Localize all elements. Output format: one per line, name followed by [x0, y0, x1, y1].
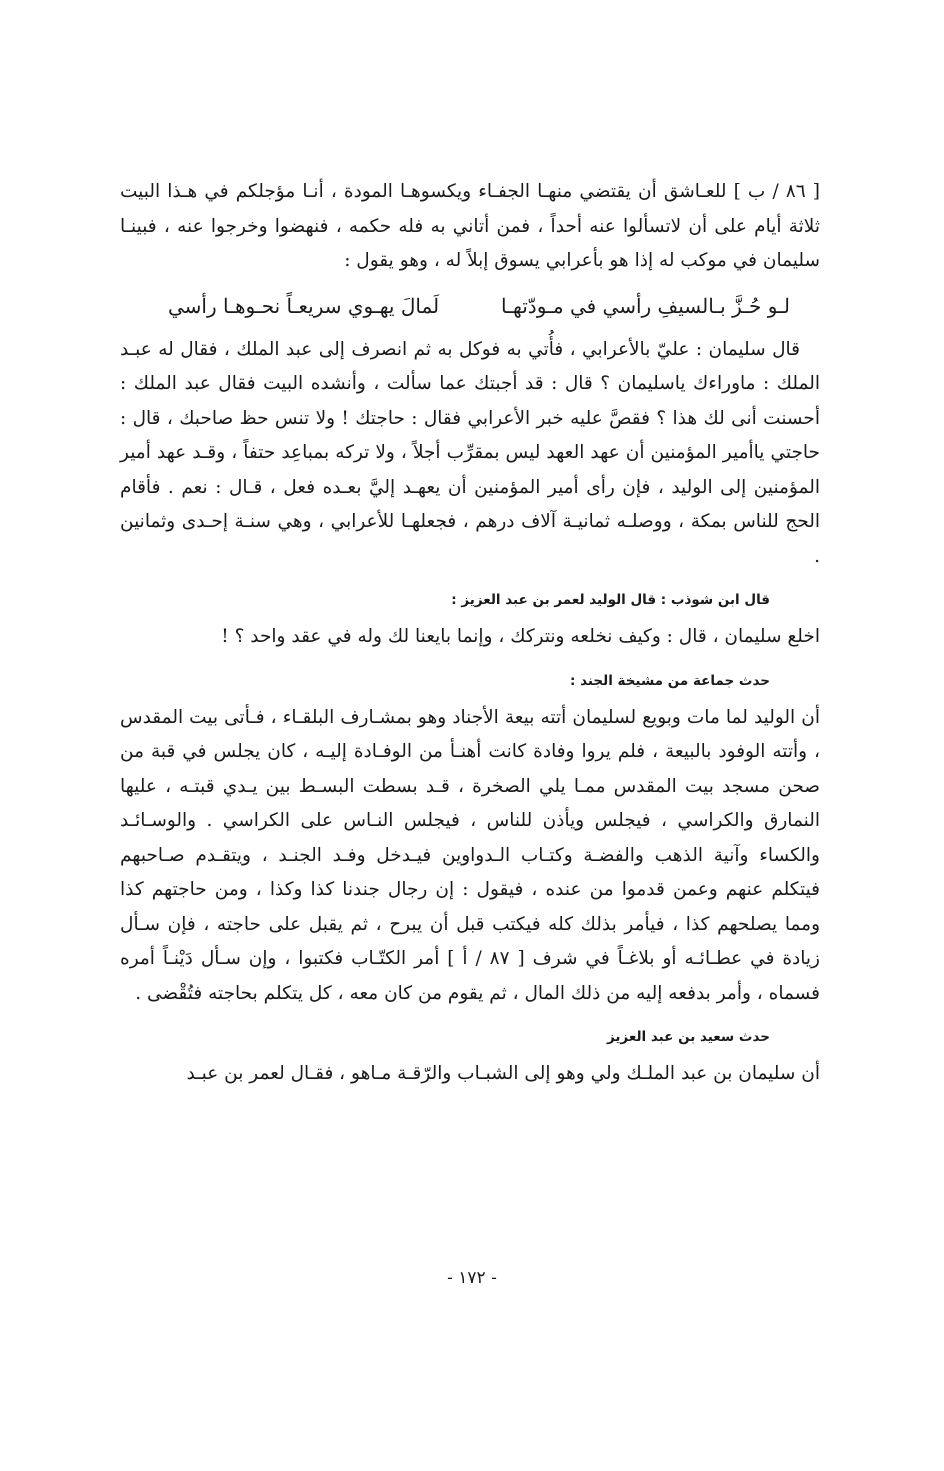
section-heading-3: حدث سعيد بن عبد العزيز — [606, 1029, 770, 1045]
paragraph-1: [ ٨٦ / ب ] للعـاشق أن يقتضي منهـا الجفـاء ويكسوهـا المودة ، أنـا مؤجلكم في هـذا البيت ثلاثة أيام على أن لاتسألوا عنه أحداً ، فمن أتاني به فله حكمه ، فنهضوا وخرجوا عنه ، فبينـا سليمان في موكب له إذا هو بأعرابي يسوق إبلاً له ، وهو يقول : — [120, 181, 820, 271]
section-heading-2: حدث جماعة من مشيخة الجند : — [569, 672, 770, 689]
poetry-verse — [168, 289, 790, 323]
page-number: - ١٧٢ - — [447, 1268, 497, 1288]
paragraph-4: أن الوليد لما مات وبويع لسليمان أتته بيعة الأجناد وهو بمشـارف البلقـاء ، فـأتى بيت المقدس ، وأتته الوفود بالبيعة ، فلم يروا وفادة كانت أهنـأ من الوفـادة إليـه ، كان يجلس في قبة من صحن مسجد بيت المقدس ممـا يلي الصخرة ، قـد بسطت البسـط بين يـدي قبتـه ، عليها النمارق والكراسي ، فيجلس ويأذن للناس ، فيجلس النـاس على الكراسي . والوسـائـد والكساء وآنية الذهب والفضـة وكتـاب الـدواوين فيـدخل وفـد الجنـد ، ويتقـدم صـاحبهم فيتكلم عنهم وعمن قدموا من عنده ، فيقول : إن رجال جندنا كذا وكذا ، ومن حاجتهم كذا ومما يصلحهم كذا ، فيأمر بذلك كله فيكتب قبل أن يبرح ، ثم يقبل على حاجته ، فإن سـأل زيادة في عطـائـه أو بلاغـاً في شرف [ ٨٧ / أ ] أمر الكتّـاب فكتبوا ، وإن سـأل دَيْنـاً أمره فسماه ، وأمر بدفعه إليه من ذلك المال ، ثم يقوم من كان معه ، كل يتكلم بحاجته فتُقْضى . — [120, 706, 820, 1004]
section-heading-1: قال ابن شوذب : قال الوليد لعمر بن عبد العزيز : — [451, 592, 770, 608]
paragraph-5: أن سليمان بن عبد الملـك ولي وهو إلى الشبـاب والرّقـة مـاهو ، فقـال لعمر بن عبـد — [186, 1063, 820, 1084]
page-body — [120, 175, 820, 1092]
verse-hemistich-first: لـو حُـزَّ بـالسيفِ رأسي في مـودّتهـا — [501, 293, 790, 318]
verse-hemistich-second: لَمالَ يهـوي سريعـاً نحـوهـا رأسي — [168, 293, 440, 318]
paragraph-2: قال سليمان : عليّ بالأعرابي ، فأُتي به فوكل به ثم انصرف إلى عبد الملك ، فقال له عبـد الملك : ماوراءك ياسليمان ؟ قال : قد أجبتك عما سألت ، وأنشده البيت فقال عبد الملك : أحسنت أنى لك هذا ؟ فقصَّ عليه خبر الأعرابي فقال : حاجتك ! ولا تنس حظ صاحبك ، قال : حاجتي ياأمير المؤمنين أن عهد العهد ليس بمقرِّب أجلاً ، ولا تركه بمباعِد حتفاً ، وقـد عهد أمير المؤمنين إلى الوليد ، فإن رأى أمير المؤمنين أن يعهـد إليَّ بعـده فعل ، قـال : نعم . فأقام الحج للناس بمكة ، ووصلـه ثمانيـة آلاف درهم ، فجعلهـا للأعرابي ، وهي سنـة إحـدى وثمانين . — [120, 338, 820, 567]
paragraph-3: اخلع سليمان ، قال : وكيف نخلعه ونتركك ، وإنما بايعنا لك وله في عقد واحد ؟ ! — [221, 626, 820, 647]
